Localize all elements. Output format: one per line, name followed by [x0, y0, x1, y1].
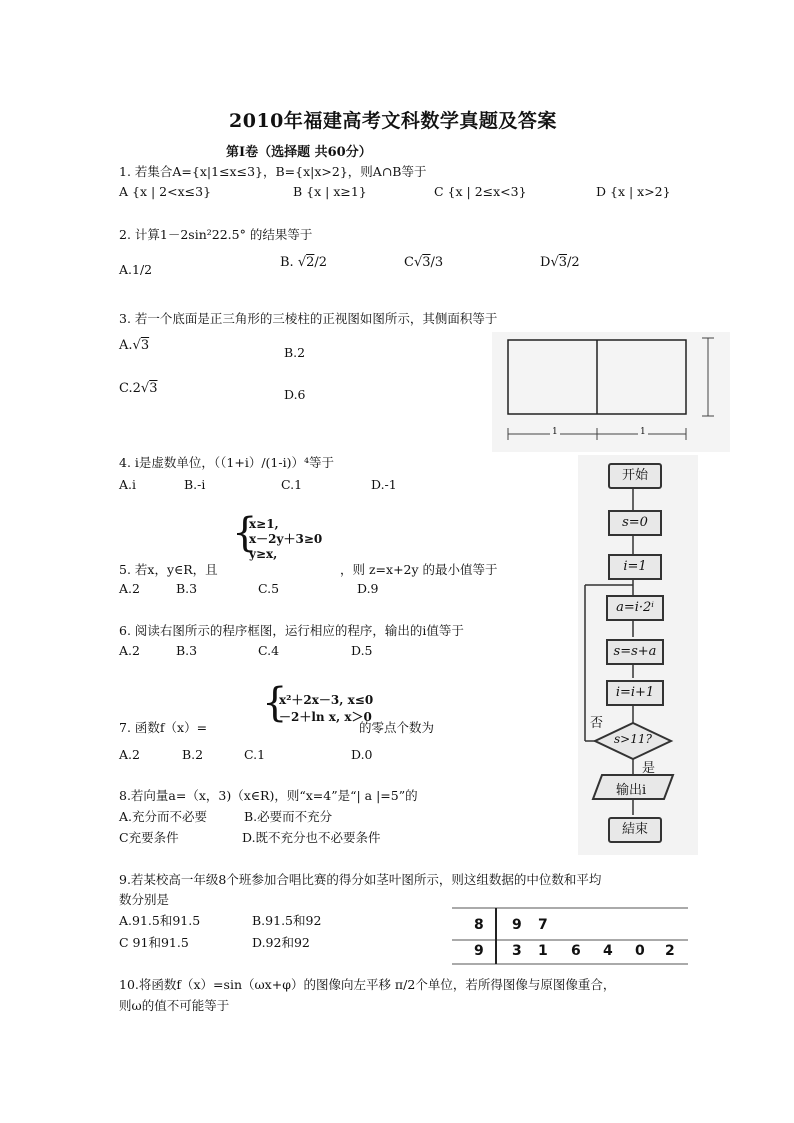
q1-option-d: D {x | x>2} [596, 184, 671, 199]
q3-stem: 3. 若一个底面是正三角形的三棱柱的正视图如图所示，其侧面积等于 [119, 311, 498, 326]
q5-stem-start: 5. 若x，y∈R，且 [119, 562, 218, 577]
q10-stem-line2: 则ω的值不可能等于 [119, 998, 230, 1013]
leaf: 4 [603, 943, 613, 959]
q8-stem: 8.若向量a=（x，3)（x∈R)，则“x=4”是“| a |=5”的 [119, 788, 418, 803]
q4-stem: 4. i是虚数单位，（（1+i）/(1-i)）⁴等于 [119, 455, 334, 470]
q2-option-c-denominator: /3 [430, 255, 444, 270]
stem-9: 9 [474, 943, 484, 959]
q6-option-d: D.5 [351, 643, 373, 658]
q1-option-a: A {x | 2<x≤3} [119, 184, 212, 199]
stem-leaf-plot [452, 904, 688, 966]
q5-constraint-3: y≥x, [249, 547, 278, 561]
q2-option-d-denominator: /2 [567, 255, 580, 270]
q8-option-b: B.必要而不充分 [244, 809, 333, 824]
leaf: 3 [512, 943, 522, 959]
q2-option-d-label: D [540, 255, 551, 270]
q9-option-c: C 91和91.5 [119, 935, 189, 950]
q7-piece-2: －2＋ln x, x＞0 [279, 710, 372, 724]
flow-start: 开始 [608, 463, 662, 489]
q3-option-a [119, 338, 149, 353]
sqrt-symbol: √ [132, 338, 141, 353]
q2-option-c-radicand: 3 [422, 255, 431, 270]
q5-constraint-1: x≥1, [249, 517, 279, 531]
q2-option-b [280, 255, 327, 270]
flow-end: 結束 [608, 817, 662, 843]
q3-option-a-radicand: 3 [140, 338, 150, 353]
q4-option-c: C.1 [281, 477, 303, 492]
q7-option-b: B.2 [182, 747, 204, 762]
q6-stem: 6. 阅读右图所示的程序框图，运行相应的程序，输出的i值等于 [119, 623, 464, 638]
q7-stem-start: 7. 函数f（x）= [119, 720, 208, 735]
flow-update-s: s=s+a [606, 639, 664, 665]
q2-option-c [404, 255, 443, 270]
leaf: 6 [571, 943, 581, 959]
stem-8: 8 [474, 917, 484, 933]
q3-front-view-figure [492, 332, 730, 452]
sqrt-symbol: √ [140, 381, 150, 396]
q9-option-d: D.92和92 [252, 935, 310, 950]
left-brace: { [262, 680, 288, 726]
q2-option-d-radicand: 3 [558, 255, 568, 270]
q10-stem-line1: 10.将函数f（x）=sin（ωx+φ）的图像向左平移 π/2个单位，若所得图像与原图像重合， [119, 977, 616, 992]
q9-option-b: B.91.5和92 [252, 913, 322, 928]
program-flowchart [578, 455, 698, 855]
q5-option-d: D.9 [357, 581, 379, 596]
section-heading: 第Ⅰ卷（选择题 共60分） [226, 145, 372, 160]
leaf: 9 [512, 917, 522, 933]
q7-option-d: D.0 [351, 747, 373, 762]
q4-option-d: D.-1 [371, 477, 397, 492]
flow-output: 输出i [616, 783, 647, 798]
q4-option-a: A.i [119, 477, 136, 492]
q5-option-a: A.2 [119, 581, 140, 596]
flow-init-s: s=0 [608, 510, 662, 536]
q2-option-a: A.1/2 [119, 262, 153, 277]
q3-option-d: D.6 [284, 387, 306, 402]
q1-option-c: C {x | 2≤x<3} [434, 184, 527, 199]
q7-option-c: C.1 [244, 747, 266, 762]
dimension-label-right: 1 [640, 427, 646, 437]
sqrt-symbol: √ [550, 255, 559, 270]
q9-option-a: A.91.5和91.5 [119, 913, 201, 928]
q8-option-c: C充要条件 [119, 830, 179, 845]
flow-increment-i: i=i+1 [606, 680, 664, 706]
q5-stem-end: ，则 z=x+2y 的最小值等于 [340, 562, 498, 577]
q5-constraint-system [249, 517, 322, 562]
flow-yes-label: 是 [642, 761, 656, 776]
q9-stem-line2: 数分别是 [119, 892, 170, 907]
q5-option-b: B.3 [176, 581, 198, 596]
q7-option-a: A.2 [119, 747, 140, 762]
left-brace: { [232, 510, 258, 556]
q7-stem-end: 的零点个数为 [359, 720, 435, 735]
q5-option-c: C.5 [258, 581, 280, 596]
q4-option-b: B.-i [184, 477, 206, 492]
sqrt-symbol: √ [413, 255, 423, 270]
leaf: 2 [665, 943, 675, 959]
q8-option-a: A.充分而不必要 [119, 809, 208, 824]
page-title: 2010年福建高考文科数学真题及答案 [229, 110, 557, 132]
q3-option-b: B.2 [284, 345, 306, 360]
flow-init-i: i=1 [608, 554, 662, 580]
q3-option-a-label: A. [119, 338, 133, 353]
q6-option-c: C.4 [258, 643, 280, 658]
sqrt-symbol: √ [297, 255, 307, 270]
q3-figure-drawing [492, 332, 730, 452]
q2-option-b-denominator: /2 [314, 255, 328, 270]
q6-option-a: A.2 [119, 643, 140, 658]
flow-compute-a: a=i·2ⁱ [606, 595, 664, 621]
leaf: 0 [635, 943, 645, 959]
q8-option-d: D.既不充分也不必要条件 [242, 830, 381, 845]
flow-no-label: 否 [590, 716, 604, 731]
q7-piece-1: x²＋2x－3, x≤0 [279, 693, 374, 707]
q5-constraint-2: x－2y＋3≥0 [249, 532, 323, 546]
q1-stem: 1. 若集合A={x|1≤x≤3}，B={x|x>2}，则A∩B等于 [119, 164, 427, 179]
q6-option-b: B.3 [176, 643, 198, 658]
q1-option-b: B {x | x≥1} [293, 184, 367, 199]
leaf: 1 [538, 943, 548, 959]
leaf: 7 [538, 917, 548, 933]
q3-option-c-label: C.2 [119, 381, 141, 396]
q2-stem: 2. 计算1－2sin²22.5° 的结果等于 [119, 227, 313, 242]
q3-option-c-radicand: 3 [149, 381, 158, 396]
q2-option-c-label: C [404, 255, 414, 270]
q2-option-b-label: B. [280, 255, 294, 270]
q3-option-c [119, 381, 157, 396]
q2-option-b-radicand: 2 [306, 255, 315, 270]
flow-condition: s>11? [614, 732, 652, 746]
stem-leaf-lines [452, 904, 688, 966]
dimension-label-left: 1 [552, 427, 558, 437]
q2-option-d [540, 255, 580, 270]
q9-stem-line1: 9.若某校高一年级8个班参加合唱比赛的得分如茎叶图所示，则这组数据的中位数和平均 [119, 872, 602, 887]
